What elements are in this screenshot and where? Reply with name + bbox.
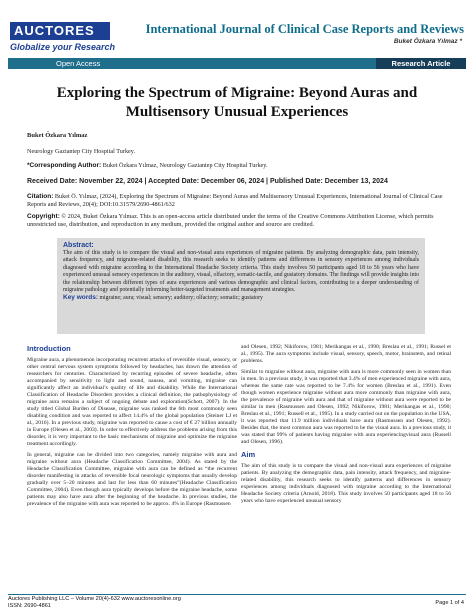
aim-heading: Aim bbox=[241, 450, 256, 459]
abstract-heading: Abstract: bbox=[63, 242, 94, 249]
page-number: Page 1 of 4 bbox=[435, 600, 464, 606]
intro-paragraph-1: Migraine aura, a phenomenon incorporating recurrent attacks of reversible visual, sensory, or other central nervous system symptoms followed by headaches, has drawn the attention of researchers for centuries. Characterized by recurring episodes of severe headache, often accompanied by sensitivity to light and sound, nausea, and vomiting, migraine can significantly affect an individual’s quality of life and disability. While the International Classification of Headache Disorders provides a clinical definition, the pathophysiology of migraine aura remains a subject of ongoing debate and exploration(Schott, 2007). In the study titled Global Burden of Disease, migraine was ranked the 6th most commonly seen disabling condition and was reported to affect 14.4% of the global population (Steiner LJ et al., 2016). In a previous study, migraine was reported to cause a cost of € 27 billion annually in Europe (Olesen et al., 2003). In order to effectively address the problems arising from this disorder, it is very important to the basic mechanisms of migraine and optimize the migraine treatment accordingly. bbox=[27, 357, 237, 447]
left-column bbox=[27, 344, 237, 512]
right-column bbox=[241, 344, 451, 509]
footer-divider bbox=[8, 594, 466, 595]
footer-publisher: Auctores Publishing LLC – Volume 20(4)-632 www.auctoresonline.org bbox=[8, 596, 181, 602]
copyright-label: Copyright: bbox=[27, 213, 60, 220]
journal-title: International Journal of Clinical Case Reports and Reviews bbox=[145, 22, 464, 36]
corresponding-text: Buket Özkara Yılmaz, Neurology Gaziantep City Hospital Turkey. bbox=[102, 162, 268, 169]
abstract-text: The aim of this study is to compare the visual and non-visual aura experiences of migraine patients. By analyzing demographic data, pain intensity, attack frequency, and migraine-related disability, this research seeks to identify patterns and differences in sensory experiences among individuals diagnosed with migraine according to the International Headache Society criteria. This study involves 50 participants aged 18 to 56 years who have experienced unusual sensory experiences in the auditory, visual, olfactory, somatic-tactile, and gustatory domains. The findings will provide insights into the relationship between different types of aura experiences and various demographic and clinical factors, contributing to a deeper understanding of migraine pathology and potentially informing better-targeted treatments and management strategies. bbox=[63, 250, 419, 294]
footer-issn: ISSN: 2690-4861 bbox=[8, 603, 51, 609]
introduction-heading: Introduction bbox=[27, 344, 71, 353]
citation bbox=[27, 193, 452, 209]
corresponding-author bbox=[27, 162, 452, 170]
copyright bbox=[27, 213, 452, 229]
access-banner bbox=[8, 58, 466, 69]
open-access-label: Open Access bbox=[56, 59, 101, 68]
logo-wordmark: AUCTORES bbox=[10, 22, 110, 40]
page-footer bbox=[0, 594, 474, 613]
keywords bbox=[63, 294, 419, 302]
keywords-text: migraine; aura; visual; sensory; auditory; olfactory; somatic; gustatory bbox=[99, 295, 263, 302]
publisher-logo bbox=[10, 22, 152, 58]
article-title: Exploring the Spectrum of Migraine: Beyond Auras and Multisensory Unusual Experiences bbox=[56, 85, 418, 120]
intro-paragraph-2: In general, migraine can be divided into two categories, namely migraine with aura and migraine without aura (Headache Classification Committee, 2004). As stated by the Headache Classification Committee, migraine with aura can be defined as “the recurrent disorder manifesting in attacks of reversible focal neurologic symptoms that usually develop gradually over 5–20 minutes and last for less than 60 minutes”(Headache Classification Committee, 2004). Even though aura typically develops before the migraine headache, some patients may also have aura after the beginning of the headache. In previous studies, the prevalence of the migraine with aura was reported to be approx. 4% in Europe (Rasmussen bbox=[27, 452, 237, 507]
copyright-text: © 2024, Buket Özkara Yılmaz. This is an open-access article distributed under the terms of the Creative Commons Attribution License, which permits unrestricted use, distribution, and reproduction in any medium, provided the original author and source are credited. bbox=[27, 213, 434, 228]
right-paragraph-2: Similar to migraine without aura, migraine with aura is more commonly seen in women than in men. In a previous study, it was reported that 3.4% of men experienced migraine with aura, whereas the same rate was reported to be 7.4% for women (Breslau et al., 1991). Even though women experience migraine without aura more commonly than migraine with aura, the prevalence of migraine with aura and that of migraine without aura were reported to be similar in men (Rasmussen and Olesen, 1992; Nikiforow, 1981; Merikangas et al., 1990; Breslau et al., 1991; Russell et al., 1995). In a study carried out on the population in the USA, it was reported that 11.9 million individuals have aura (Rasmussen and Olesen, 1992). Besides that, the most common aura was reported to be the visual aura. In a previous study, it was stated that 99% of patients having migraine with aura experiencingvisual aura (Russell and Olesen, 1996). bbox=[241, 369, 451, 445]
footer-info bbox=[8, 596, 181, 610]
citation-label: Citation: bbox=[27, 193, 54, 200]
aim-paragraph: The aim of this study is to compare the visual and non-visual aura experiences of migraine patients. By analyzing the demographic data, pain intensity, attack frequency, and migraine-related disability, this research seeks to identify patterns and differences in sensory experiences among individuals diagnosed with migraine according to the International Headache Society criteria (Arnold, 2018). This study involves 50 participants aged 18 to 56 years who have experienced unusual sensory bbox=[241, 463, 451, 504]
article-dates: Received Date: November 22, 2024 | Accepted Date: December 06, 2024 | Published Date: December 13, 2024 bbox=[27, 178, 388, 185]
corresponding-label: *Corresponding Author: bbox=[27, 162, 102, 169]
abstract-box bbox=[57, 238, 425, 334]
article-type-label: Research Article bbox=[376, 58, 466, 69]
keywords-label: Key words: bbox=[63, 294, 99, 302]
logo-tagline: Globalize your Research bbox=[10, 42, 116, 52]
header-author: Buket Özkara Yılmaz * bbox=[393, 38, 462, 45]
right-paragraph-1: and Olesen, 1992; Nikiforow, 1981; Merikangas et al., 1990; Breslau et al., 1991; Russel et al., 1995). The aura symptoms include visual, sensory, speech, motor, brainstem, and retinal problems. bbox=[241, 344, 451, 364]
page-header bbox=[0, 0, 474, 62]
author-name: Buket Özkara Yılmaz bbox=[27, 132, 88, 139]
citation-text: Buket Ö. Yılmaz, (2024), Exploring the Spectrum of Migraine: Beyond Auras and Multisensory Unusual Experiences, International Journal of Clinical Case Reports and Reviews, 20(4); DOI:10.31579/2690-4861/632 bbox=[27, 193, 443, 208]
author-affiliation: Neurology Gaziantep City Hospital Turkey. bbox=[27, 148, 136, 155]
